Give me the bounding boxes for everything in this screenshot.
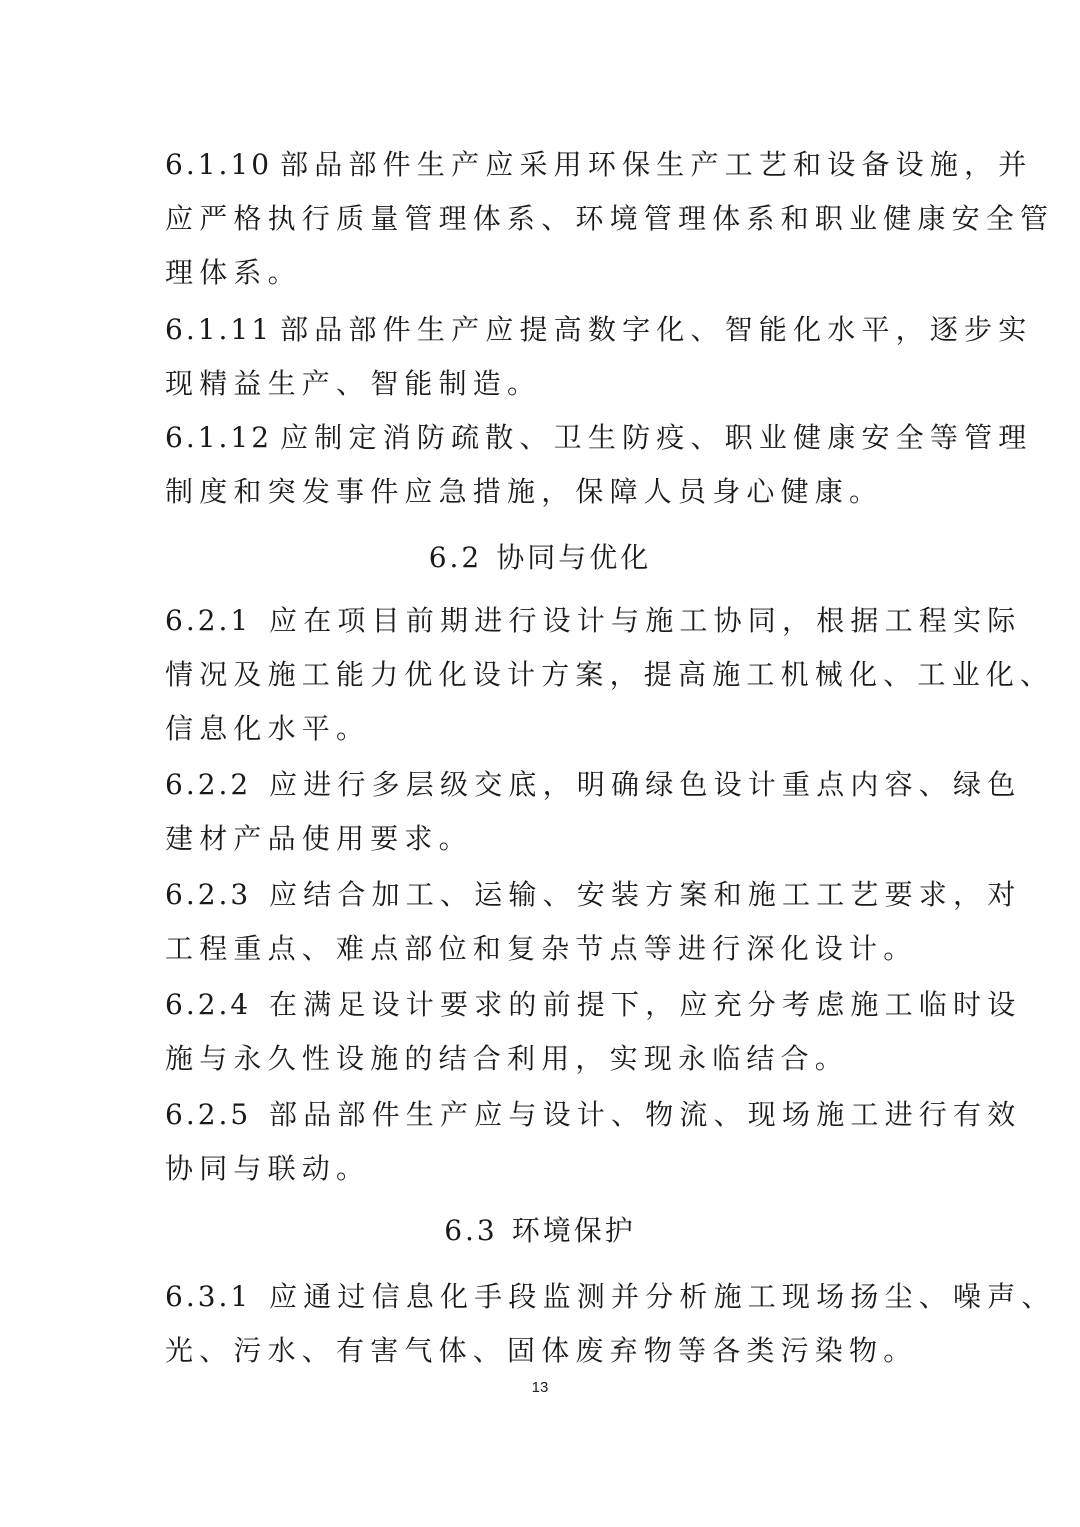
clause-6-3-1-line-2: 光、污水、有害气体、固体废弃物等各类污染物。	[165, 1334, 918, 1367]
clause-number: 6.2.5	[165, 1098, 252, 1131]
clause-number: 6.3.1	[165, 1280, 252, 1313]
clause-6-2-5-line-1	[165, 1095, 1022, 1135]
clause-6-1-10-line-2: 应严格执行质量管理体系、环境管理体系和职业健康安全管	[165, 202, 1055, 235]
section-heading-6-2	[0, 538, 1080, 578]
clause-6-2-1-line-3: 信息化水平。	[165, 712, 371, 745]
clause-number: 6.2.4	[165, 988, 252, 1021]
clause-text: 部品部件生产应提高数字化、智能化水平，逐步实	[280, 313, 1033, 346]
clause-text: 应进行多层级交底，明确绿色设计重点内容、绿色	[269, 768, 1022, 801]
clause-6-2-3-line-1	[165, 875, 1022, 915]
clause-text: 部品部件生产应与设计、物流、现场施工进行有效	[269, 1098, 1022, 1131]
clause-6-2-2-line-2: 建材产品使用要求。	[165, 822, 473, 855]
clause-number: 6.2.3	[165, 878, 252, 911]
section-number: 6.2	[428, 541, 483, 574]
clause-number: 6.1.10	[165, 148, 273, 181]
clause-number: 6.2.1	[165, 604, 252, 637]
clause-6-2-5-line-2: 协同与联动。	[165, 1152, 371, 1185]
clause-6-2-2-line-1	[165, 765, 1022, 805]
clause-6-2-1-line-1	[165, 601, 1022, 641]
clause-6-3-1-line-1	[165, 1277, 1056, 1317]
clause-6-2-4-line-2: 施与永久性设施的结合利用，实现永临结合。	[165, 1042, 850, 1075]
clause-text: 部品部件生产应采用环保生产工艺和设备设施，并	[280, 148, 1033, 181]
page-number: 13	[531, 1379, 549, 1396]
section-title: 环境保护	[511, 1214, 636, 1247]
clause-6-1-12-line-1	[165, 418, 1033, 458]
section-title: 协同与优化	[496, 541, 652, 574]
clause-6-1-12-line-2: 制度和突发事件应急措施，保障人员身心健康。	[165, 475, 884, 508]
clause-6-1-11-line-2: 现精益生产、智能制造。	[165, 367, 542, 400]
clause-6-1-11-line-1	[165, 310, 1033, 350]
clause-number: 6.1.11	[165, 313, 273, 346]
clause-text: 应制定消防疏散、卫生防疫、职业健康安全等管理	[280, 421, 1033, 454]
clause-text: 应结合加工、运输、安装方案和施工工艺要求，对	[269, 878, 1022, 911]
clause-6-2-1-line-2: 情况及施工能力优化设计方案，提高施工机械化、工业化、	[165, 658, 1055, 691]
clause-number: 6.2.2	[165, 768, 252, 801]
clause-6-2-3-line-2: 工程重点、难点部位和复杂节点等进行深化设计。	[165, 932, 918, 965]
clause-text: 在满足设计要求的前提下，应充分考虑施工临时设	[269, 988, 1022, 1021]
clause-text: 应通过信息化手段监测并分析施工现场扬尘、噪声、	[269, 1280, 1056, 1313]
clause-text: 应在项目前期进行设计与施工协同，根据工程实际	[269, 604, 1022, 637]
clause-number: 6.1.12	[165, 421, 273, 454]
section-heading-6-3	[0, 1211, 1080, 1251]
section-number: 6.3	[444, 1214, 498, 1247]
clause-6-1-10-line-3: 理体系。	[165, 256, 302, 289]
clause-6-2-4-line-1	[165, 985, 1022, 1025]
clause-6-1-10-line-1	[165, 145, 1033, 185]
